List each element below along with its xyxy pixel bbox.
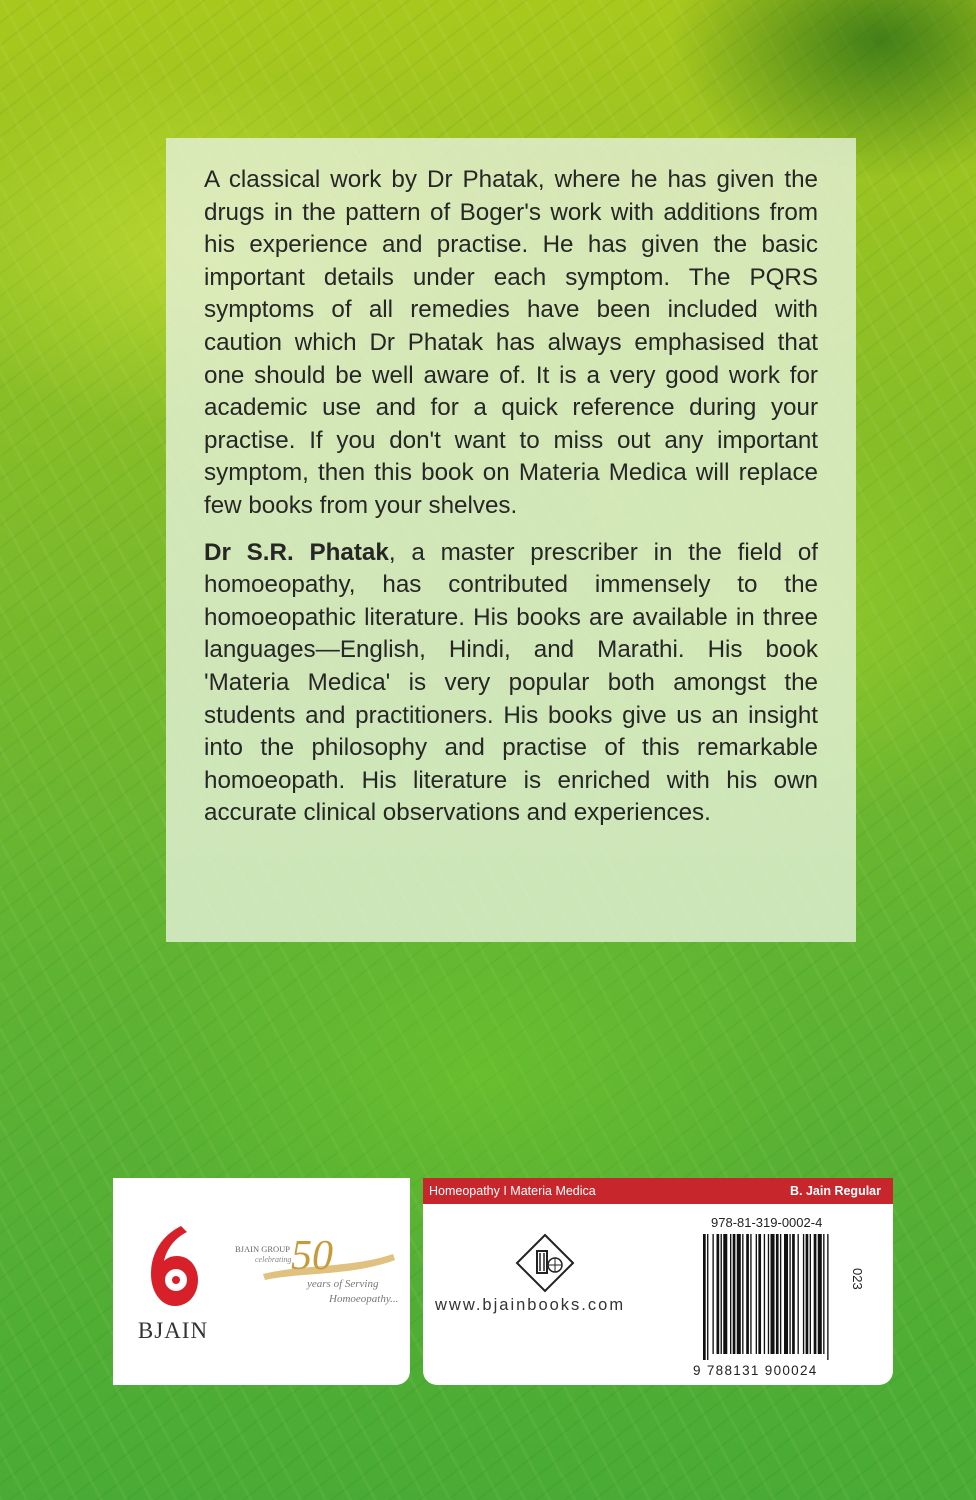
bjain-mark-icon [143,1222,203,1312]
barcode-stripe [756,1234,757,1354]
description-panel [166,138,856,942]
anniversary-badge [233,1233,403,1308]
description-paragraph: A classical work by Dr Phatak, where he has given the drugs in the pattern of Boger's work with additions from his experience and practise. He has given the basic important details under each symptom. The PQRS symptoms of all remedies have been included with caution which Dr Phatak has always emphasised that one should be well aware of. It is a very good work for academic use and for a quick reference during your practise. If you don't want to miss out any important symptom, then this book on Materia Medica will replace few books from your shelves. [204,166,818,519]
barcode-stripe [780,1234,781,1354]
barcode-stripe [703,1234,706,1360]
barcode-stripe [737,1234,741,1354]
barcode-stripe [707,1234,708,1360]
barcode-stripe [768,1234,769,1354]
serving-line-1: years of Serving [307,1278,379,1290]
barcode-stripe [717,1234,720,1354]
book-logo-icon [515,1233,575,1293]
barcode-stripe [750,1234,751,1354]
publisher-logo-box [113,1178,410,1385]
author-paragraph [204,537,818,830]
barcode-stripe [784,1234,788,1354]
barcode-stripe [798,1234,799,1354]
serving-line-2: Homoeopathy... [329,1293,399,1305]
barcode-stripe [723,1234,727,1354]
bjain-wordmark: BJAIN [137,1318,209,1343]
bjain-logo [133,1222,213,1342]
fifty-years-number: 50 [291,1233,333,1279]
barcode-digits: 9 788131 900024 [693,1363,818,1378]
barcode-stripe [789,1234,790,1354]
barcode-stripe [712,1234,713,1354]
barcode-stripe [827,1234,828,1360]
barcode-stripe [758,1234,761,1354]
isbn-number: 978-81-319-0002-4 [711,1215,823,1230]
barcode-stripe [818,1234,822,1354]
barcode-stripe [810,1234,811,1354]
barcode-stripe [803,1234,804,1354]
barcode-stripe [771,1234,775,1354]
group-label: BJAIN GROUP [235,1244,291,1254]
barcode-stripe [806,1234,809,1354]
barcode-stripe [814,1234,817,1354]
celebrating-label: celebrating [255,1255,292,1264]
price-code: 023 [850,1268,865,1290]
barcode-stripe [742,1234,743,1354]
barcode-stripe [764,1234,765,1354]
author-name: Dr S.R. Phatak [204,538,389,566]
barcode-stripe [746,1234,749,1354]
website-url: www.bjainbooks.com [435,1296,626,1314]
category-label: Homeopathy I Materia Medica [429,1184,596,1198]
barcode-stripe [792,1234,795,1354]
barcode-stripe [730,1234,731,1354]
barcode-stripe [733,1234,736,1354]
series-label: B. Jain Regular [790,1184,881,1198]
barcode-stripe [823,1234,824,1354]
barcode-panel [423,1178,893,1385]
author-bio: , a master prescriber in the field of homoeopathy, has contributed immensely to the homoeopathic literature. His books are available in three languages—English, Hindi, and Marathi. His book 'Materia Medica' is very popular both amongst the students and practitioners. His books give us an insight into the philosophy and practise of this remarkable homoeopath. His literature is enriched with his own accurate clinical observations and experiences. [204,538,818,827]
category-bar [423,1178,893,1204]
barcode-stripe [776,1234,779,1354]
barcode-stripe [721,1234,722,1354]
barcode [701,1234,859,1362]
